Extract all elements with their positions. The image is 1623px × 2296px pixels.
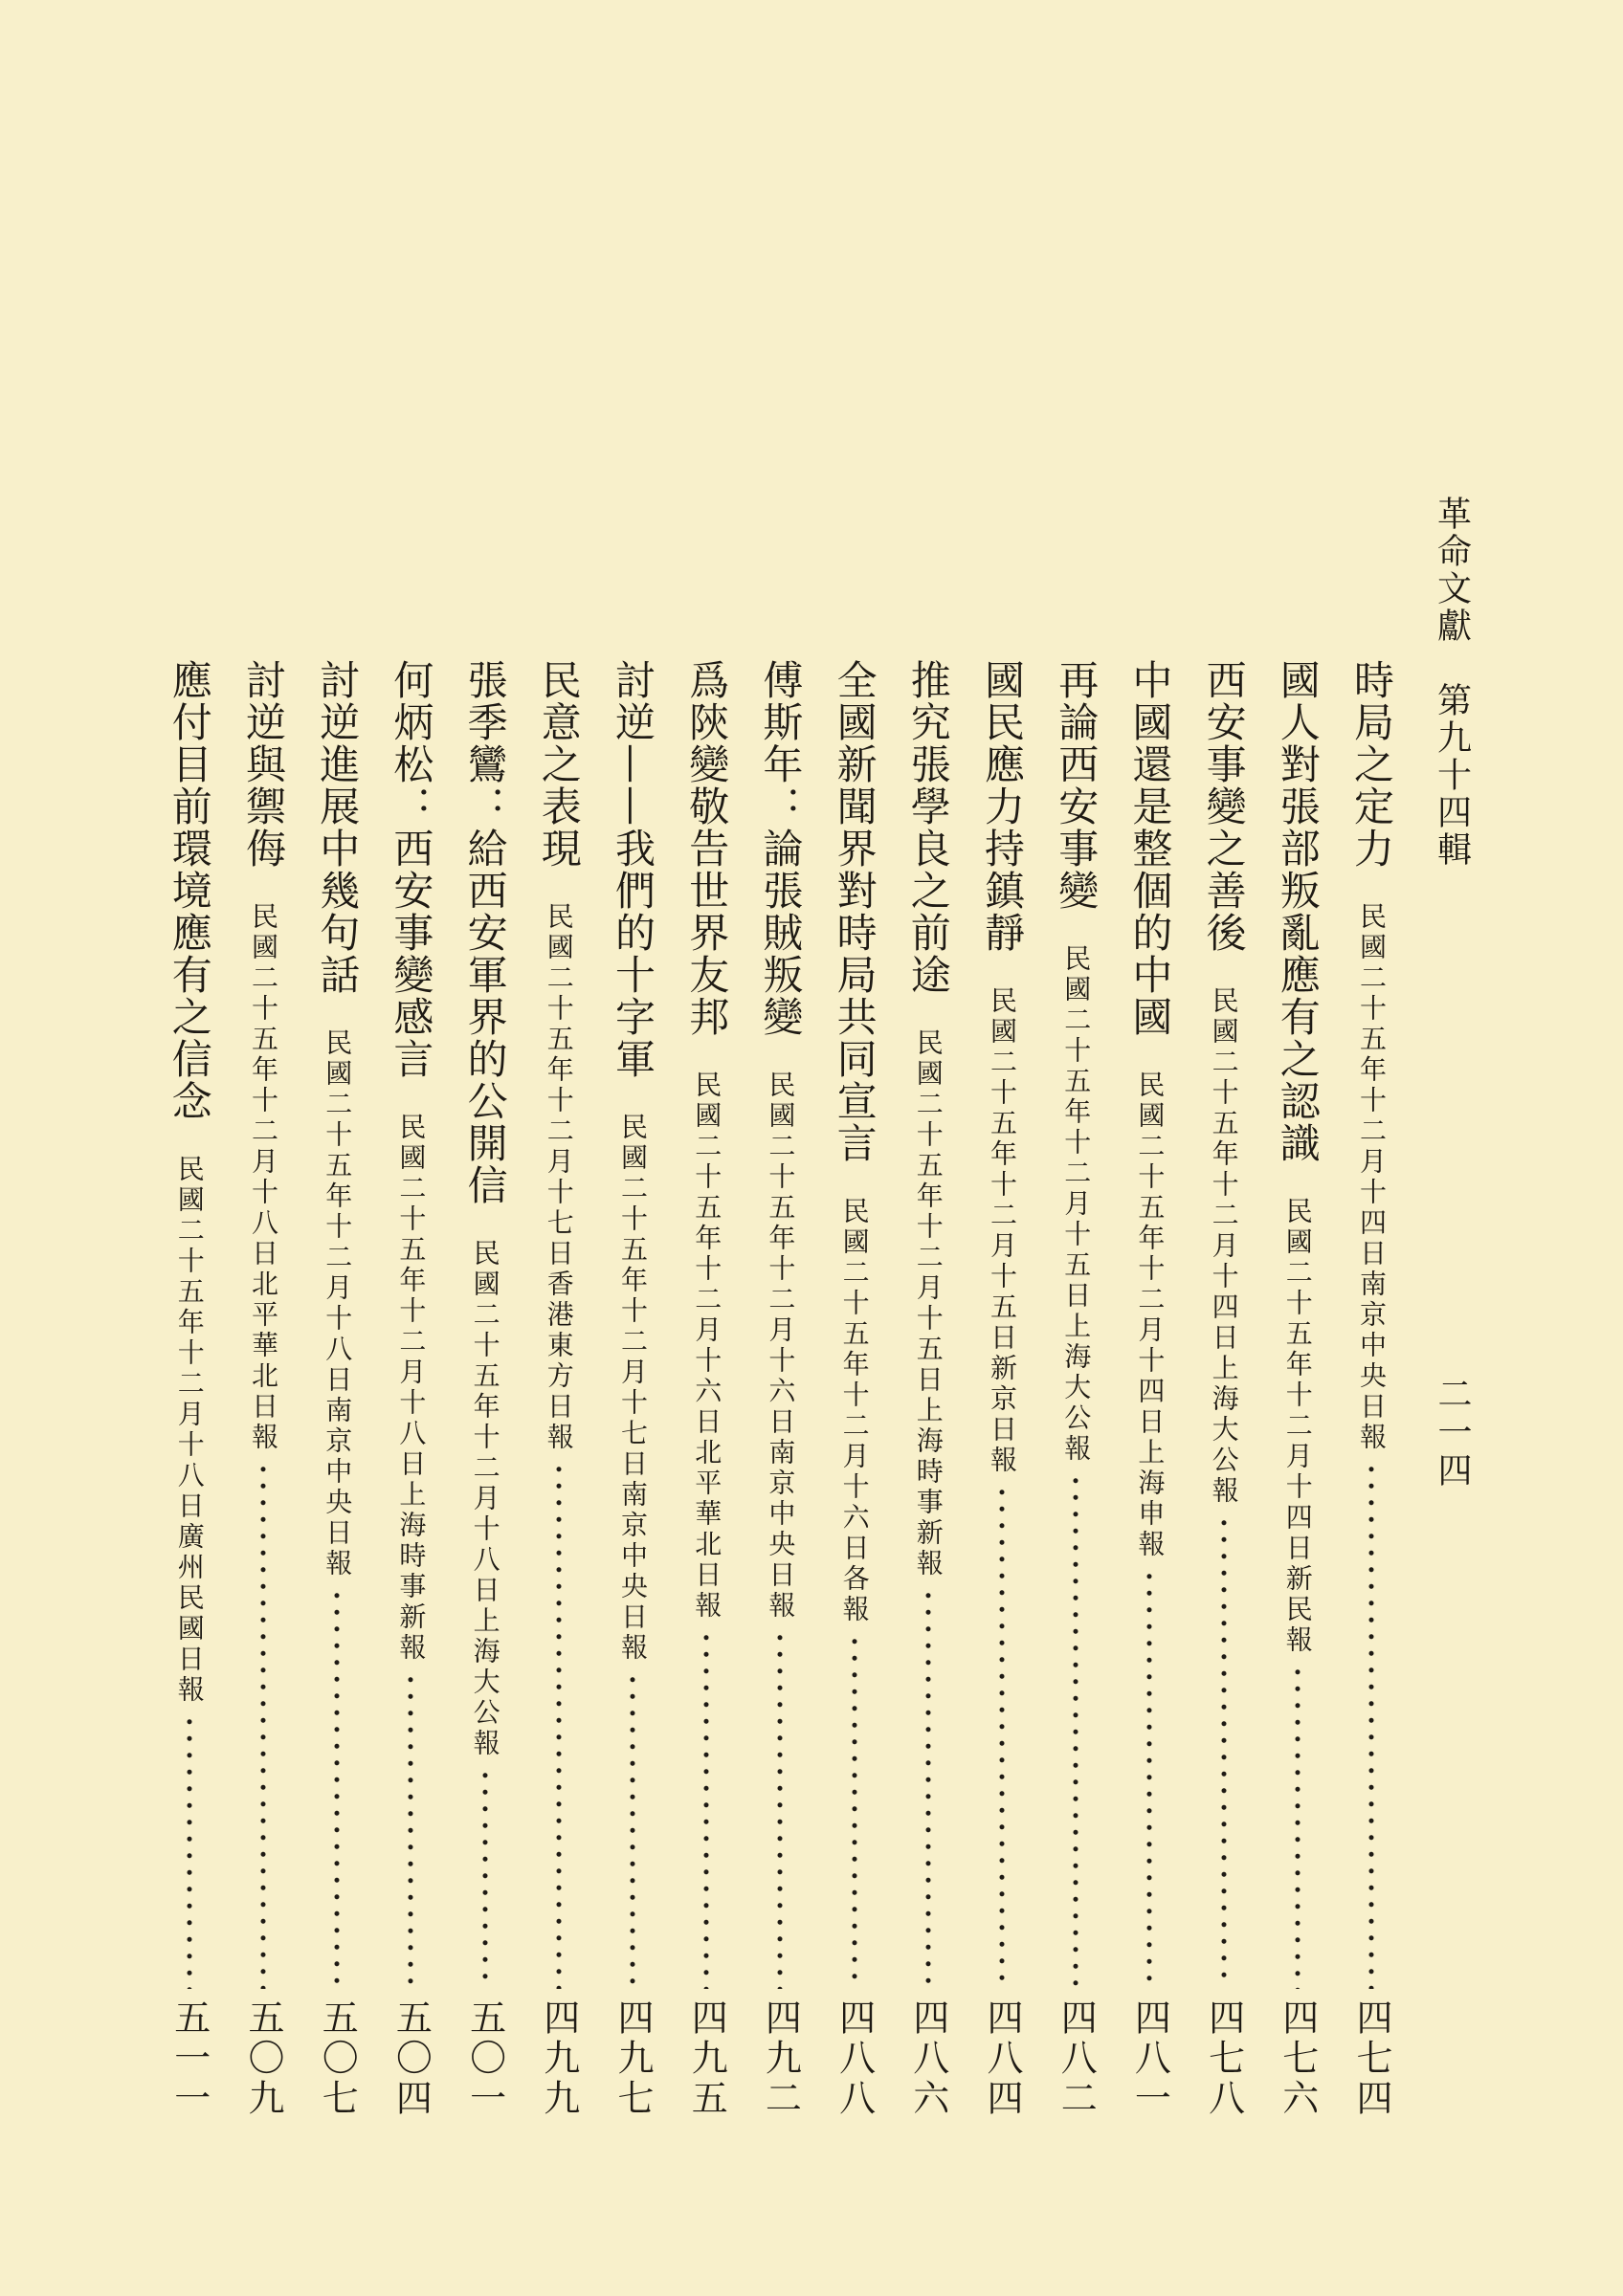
entry-title: 討逆與禦侮	[240, 659, 287, 870]
toc-entry	[312, 659, 362, 2119]
entry-source: 民國二十五年十二月十八日南京中央日報	[322, 1028, 354, 1579]
toc-entry	[1124, 659, 1174, 2119]
dot-leader	[460, 1767, 510, 1989]
entry-title: 推究張學良之前途	[904, 659, 952, 996]
entry-page-number: 四九七	[611, 1998, 654, 2119]
entry-source: 民國二十五年十二月十四日上海申報	[1134, 1071, 1167, 1560]
entry-page-number: 四八二	[1055, 1998, 1098, 2119]
entry-source: 民國二十五年十二月十五日上海時事新報	[912, 1028, 945, 1579]
dot-leader	[165, 1713, 214, 1989]
entry-page-number: 四九五	[685, 1998, 728, 2119]
entry-source: 民國二十五年十二月十八日北平華北日報	[248, 902, 279, 1453]
entry-page-number: 四九九	[537, 1998, 580, 2119]
entry-page-number: 五〇一	[463, 1998, 506, 2119]
running-header	[1427, 496, 1477, 1490]
book-title: 革命文獻 第九十四輯	[1432, 496, 1472, 869]
entry-source: 民國二十五年十二月十八日上海大公報	[469, 1239, 501, 1759]
toc-entry	[903, 659, 953, 2119]
toc-entry	[165, 659, 214, 2119]
toc-entry	[681, 659, 731, 2119]
dot-leader	[1051, 1472, 1101, 1989]
toc-entry	[977, 659, 1027, 2119]
toc-entry	[460, 659, 510, 2119]
entry-title: 討逆進展中幾句話	[314, 659, 362, 996]
entry-page-number: 四九二	[759, 1998, 802, 2119]
dot-leader	[903, 1587, 953, 1989]
toc-entry	[830, 659, 879, 2119]
entry-source: 民國二十五年十二月十七日南京中央日報	[617, 1113, 649, 1664]
toc-entry	[1051, 659, 1101, 2119]
toc-entry	[238, 659, 288, 2119]
entry-source: 民國二十五年十二月十五日新京日報	[987, 986, 1018, 1476]
dot-leader	[681, 1629, 731, 1989]
entry-page-number: 四八一	[1128, 1998, 1171, 2119]
entry-source: 民國二十五年十二月十七日香港東方日報	[543, 902, 575, 1453]
toc-entry	[1346, 659, 1396, 2119]
entry-title: 全國新聞界對時局共同宣言	[831, 659, 878, 1164]
entry-title: 西安事變之善後	[1200, 659, 1248, 954]
entry-source: 民國二十五年十二月十四日上海大公報	[1208, 986, 1240, 1507]
toc-entry	[1273, 659, 1323, 2119]
dot-leader	[1199, 1514, 1249, 1989]
entry-page-number: 五一一	[167, 1998, 211, 2119]
entry-source: 民國二十五年十二月十五日上海大公報	[1060, 944, 1093, 1465]
entry-source: 民國二十五年十二月十六日各報	[838, 1197, 871, 1625]
entry-title: 再論西安事變	[1053, 659, 1101, 912]
entry-page-number: 四七四	[1350, 1998, 1392, 2119]
entry-source: 民國二十五年十二月十六日南京中央日報	[765, 1071, 797, 1622]
entry-page-number: 四八四	[981, 1998, 1023, 2119]
dot-leader	[534, 1461, 584, 1989]
entry-title: 爲陝變敬告世界友邦	[683, 659, 731, 1038]
dot-leader	[1273, 1664, 1323, 1989]
entry-page-number: 五〇四	[389, 1998, 433, 2119]
entry-title: 國人對張部叛亂應有之認識	[1274, 659, 1322, 1164]
entry-page-number: 五〇七	[316, 1998, 359, 2119]
page-number: 二一四	[1433, 1376, 1472, 1490]
entry-source: 民國二十五年十二月十六日北平華北日報	[691, 1071, 723, 1622]
dot-leader	[755, 1629, 805, 1989]
dot-leader	[1346, 1461, 1396, 1989]
entry-title: 國民應力持鎮靜	[979, 659, 1026, 954]
dot-leader	[1124, 1568, 1174, 1989]
entry-title: 張季鸞：給西安軍界的公開信	[461, 659, 509, 1206]
entry-title: 中國還是整個的中國	[1126, 659, 1174, 1038]
entry-page-number: 四八六	[906, 1998, 949, 2119]
entry-source: 民國二十五年十二月十四日南京中央日報	[1356, 902, 1388, 1453]
dot-leader	[830, 1633, 879, 1989]
toc-entry	[386, 659, 435, 2119]
toc-entry	[755, 659, 805, 2119]
entry-title: 討逆——我們的十字軍	[610, 659, 656, 1080]
entry-source: 民國二十五年十二月十四日新民報	[1281, 1197, 1314, 1656]
dot-leader	[977, 1484, 1027, 1989]
entry-page-number: 四七六	[1276, 1998, 1319, 2119]
dot-leader	[238, 1461, 288, 1989]
entry-title: 民意之表現	[535, 659, 583, 870]
entry-page-number: 五〇九	[242, 1998, 284, 2119]
toc-entry	[534, 659, 584, 2119]
entry-title: 應付目前環境應有之信念	[166, 659, 213, 1122]
entry-title: 傅斯年：論張賊叛變	[757, 659, 805, 1038]
toc-entry	[1199, 659, 1249, 2119]
entry-source: 民國二十五年十二月十八日上海時事新報	[395, 1113, 428, 1664]
dot-leader	[386, 1671, 435, 1989]
entry-source: 民國二十五年十二月十八日廣州民國日報	[173, 1155, 206, 1706]
entry-page-number: 四八八	[833, 1998, 876, 2119]
entry-title: 何炳松：西安事變感言	[388, 659, 435, 1080]
dot-leader	[312, 1587, 362, 1989]
dot-leader	[608, 1671, 657, 1989]
entry-title: 時局之定力	[1348, 659, 1395, 870]
toc-entry	[608, 659, 657, 2119]
entry-page-number: 四七八	[1202, 1998, 1245, 2119]
